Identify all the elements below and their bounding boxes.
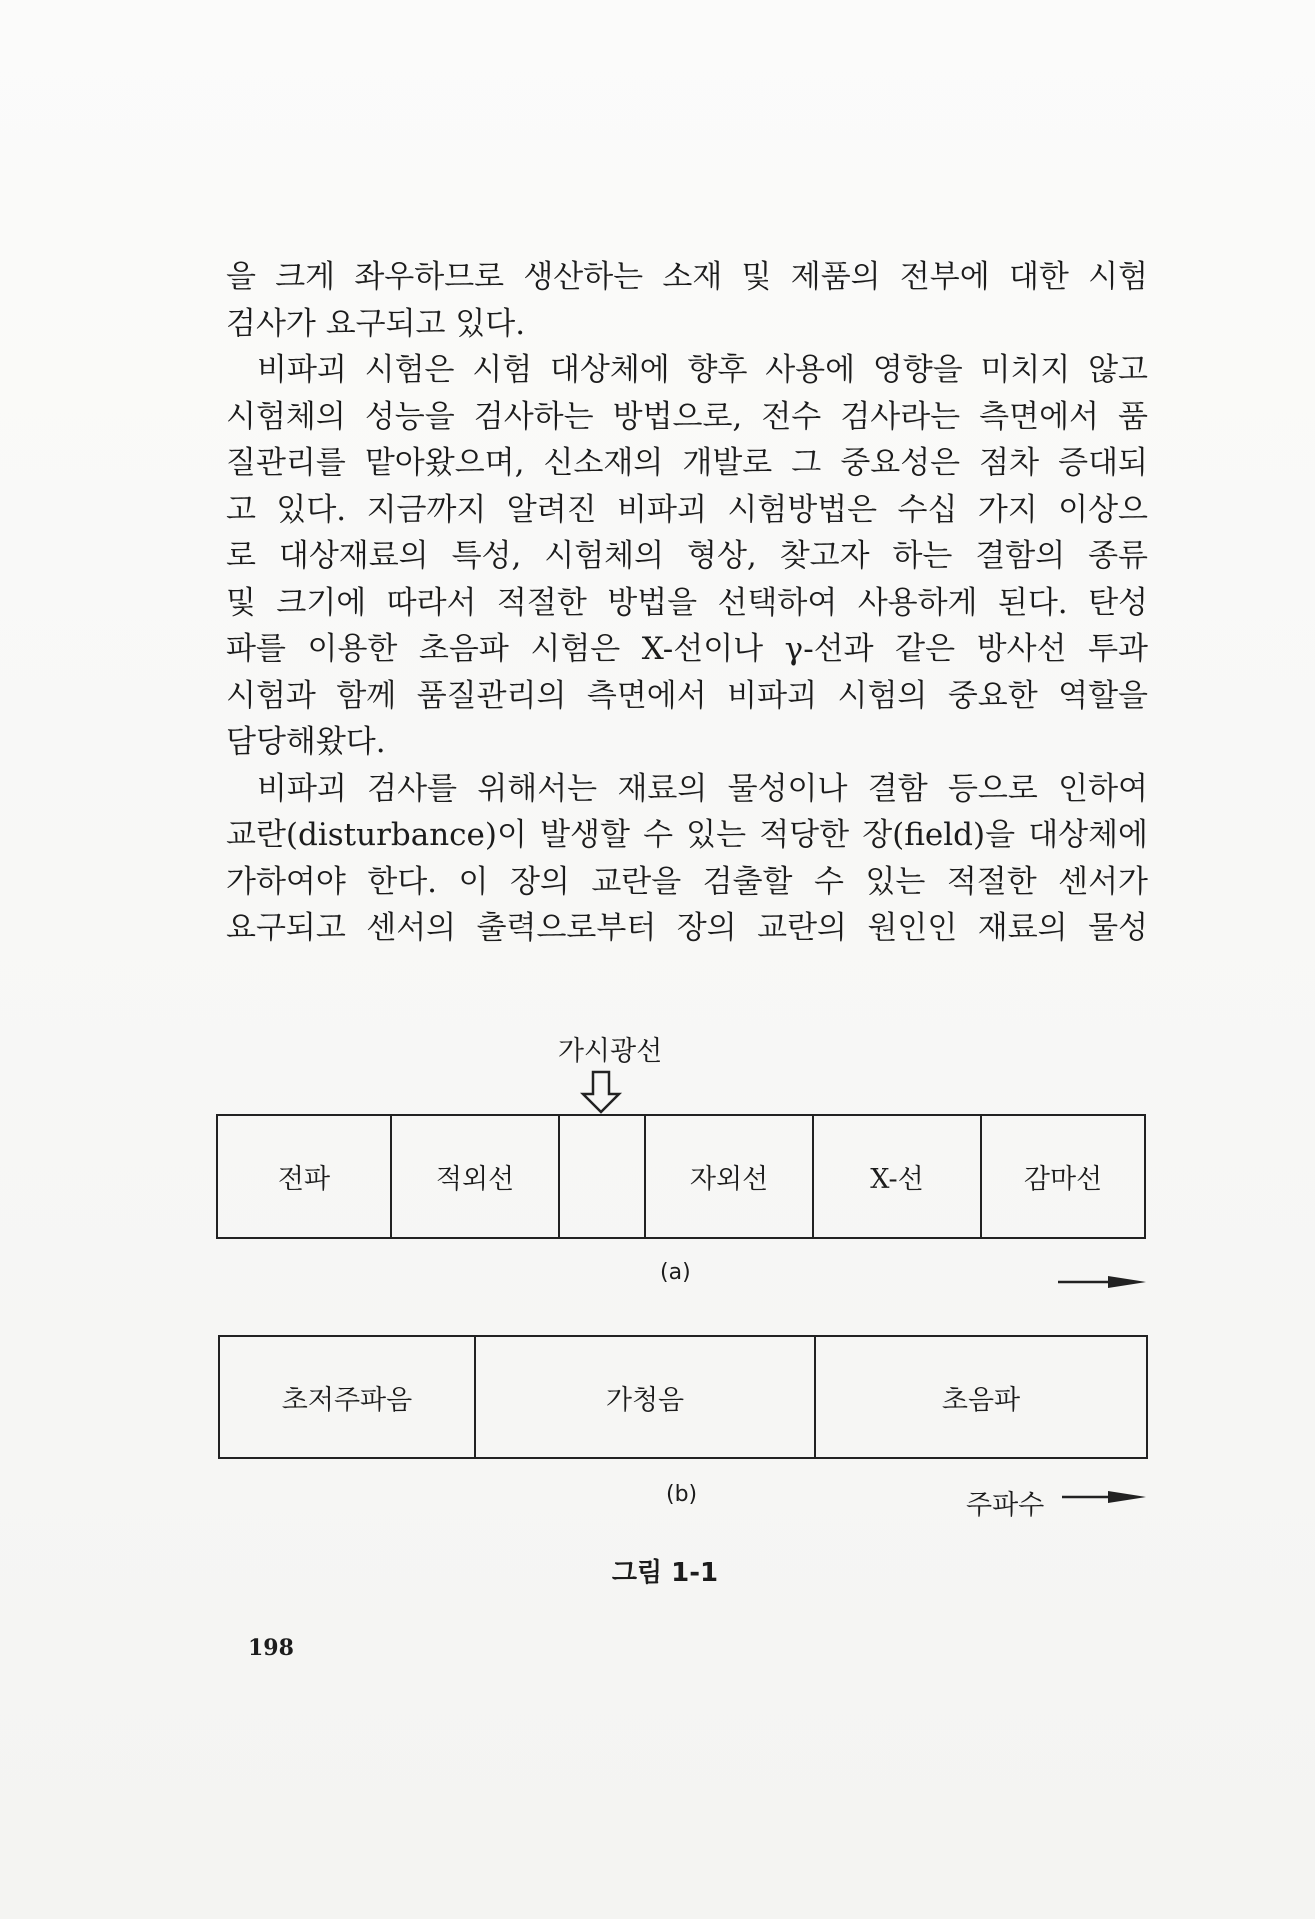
sound-spectrum-panel	[218, 1335, 1148, 1459]
panel-b-caption: (b)	[666, 1482, 698, 1507]
spectrum-cell-ultraviolet: 자외선	[646, 1116, 814, 1237]
text-line: 교란(disturbance)이 발생할 수 있는 적당한 장(field)을 대상체에	[226, 817, 1148, 853]
figure-title: 그림 1-1	[611, 1558, 719, 1588]
visible-light-arrow-icon	[583, 1072, 619, 1112]
text-line: 로 대상재료의 특성, 시험체의 형상, 찾고자 하는 결함의 종류	[226, 538, 1148, 574]
text-line: 질관리를 맡아왔으며, 신소재의 개발로 그 중요성은 점차 증대되	[226, 445, 1148, 481]
text-line: 요구되고 센서의 출력으로부터 장의 교란의 원인인 재료의 물성	[226, 910, 1148, 946]
text-line: 검사가 요구되고 있다.	[226, 305, 526, 342]
frequency-axis-label: 주파수	[966, 1490, 1045, 1521]
spectrum-cell-gamma: 감마선	[1023, 1164, 1103, 1195]
em-spectrum-panel	[216, 1114, 1146, 1239]
text-line: 을 크게 좌우하므로 생산하는 소재 및 제품의 전부에 대한 시험	[226, 259, 1148, 295]
text-line: 담당해왔다.	[226, 724, 386, 760]
spectrum-cell-visible	[560, 1116, 646, 1237]
visible-light-label: 가시광선	[557, 1036, 663, 1067]
panel-a-caption: (a)	[660, 1260, 691, 1285]
frequency-arrow-icon	[1062, 1491, 1146, 1503]
arrow-right-icon	[1058, 1276, 1146, 1288]
spectrum-cell-infrared: 적외선	[392, 1116, 560, 1237]
text-line: 비파괴 시험은 시험 대상체에 향후 사용에 영향을 미치지 않고	[257, 352, 1148, 388]
text-line: 비파괴 검사를 위해서는 재료의 물성이나 결함 등으로 인하여	[257, 770, 1148, 807]
text-line: 파를 이용한 초음파 시험은 X-선이나 γ-선과 같은 방사선 투과	[226, 631, 1148, 667]
page-number: 198	[248, 1635, 294, 1661]
text-line: 가하여야 한다. 이 장의 교란을 검출할 수 있는 적절한 센서가	[226, 863, 1148, 900]
spectrum-cell-xray: X-선	[814, 1116, 982, 1237]
sound-cell-ultrasound: 초음파	[941, 1384, 1021, 1416]
sound-cell-audible: 가청음	[476, 1337, 816, 1457]
text-line: 시험과 함께 품질관리의 측면에서 비파괴 시험의 중요한 역할을	[226, 677, 1148, 714]
text-line: 및 크기에 따라서 적절한 방법을 선택하여 사용하게 된다. 탄성	[226, 584, 1148, 621]
text-line: 시험체의 성능을 검사하는 방법으로, 전수 검사라는 측면에서 품	[226, 398, 1148, 435]
text-line: 고 있다. 지금까지 알려진 비파괴 시험방법은 수십 가지 이상으	[226, 491, 1148, 528]
spectrum-cell-radio: 전파	[218, 1116, 392, 1237]
sound-cell-infrasound: 초저주파음	[220, 1337, 476, 1457]
